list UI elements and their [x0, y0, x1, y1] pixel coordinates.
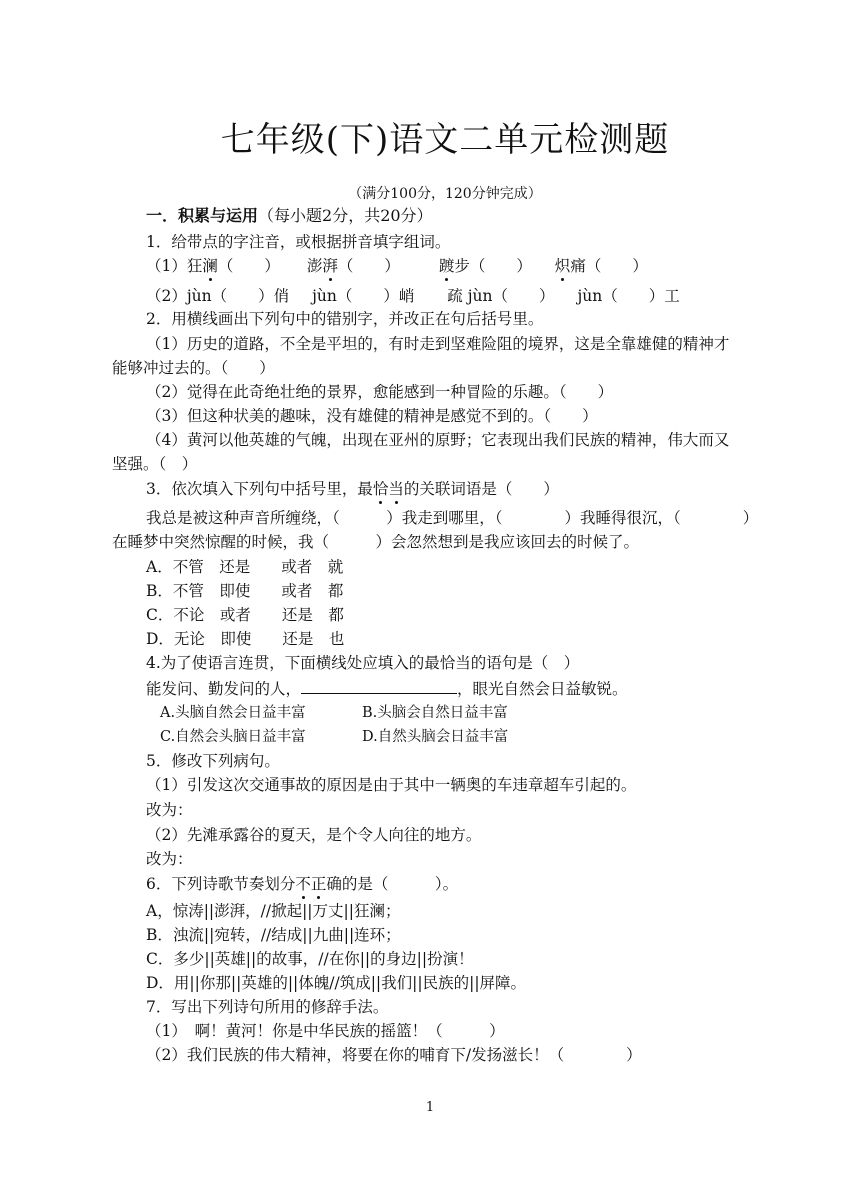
q2-sentence-1: （1）历史的道路，不全是平坦的，有时走到坚难险阻的境界，这是全靠雄健的精神才: [146, 335, 730, 353]
q4-answer-blank[interactable]: [301, 678, 457, 694]
q2-sentence-3: （3）但这种状美的趣味，没有雄健的精神是感觉不到的。（ ）: [146, 407, 598, 425]
q6-option-b: B．浊流||宛转，//结成||九曲||连环；: [146, 926, 401, 944]
q5-sentence-1: （1）引发这次交通事故的原因是由于其中一辆奥的车违章超车引起的。: [146, 776, 637, 794]
q2-sentence-4: （4）黄河以他英雄的气魄，出现在亚州的原野；它表现出我们民族的精神，伟大而又: [146, 431, 730, 449]
q6-option-d: D．用||你那||英雄的||体魄//筑成||我们||民族的||屏障。: [146, 974, 527, 992]
q1-stem: 1．给带点的字注音，或根据拼音填字组词。: [146, 233, 451, 251]
q4-text: [146, 678, 628, 699]
q1-row1-part: 步（ ）: [454, 257, 532, 275]
q3-text-2: 在睡梦中突然惊醒的时候，我（ ）会忽然想到是我应该回去的时候了。: [112, 533, 640, 551]
q2-sentence-4-cont: 坚强。（ ）: [112, 455, 198, 473]
q3-option-a: A．不管 还是 或者 就: [146, 558, 344, 576]
q1-dotted-char: 湃: [322, 257, 338, 275]
q3-text-1: 我总是被这种声音所缠绕，（ ）我走到哪里，（ ）我睡得很沉，（ ）: [146, 509, 759, 527]
q2-sentence-1-cont: 能够冲过去的。（ ）: [112, 359, 275, 377]
q1-row1-part: （ ）: [217, 257, 280, 275]
q4-stem: 4.为了使语言连贯，下面横线处应填入的最恰当的语句是（ ）: [146, 654, 580, 672]
q6-option-c: C．多少||英雄||的故事，//在你||的身边||扮演！: [146, 950, 474, 968]
q5-sentence-2: （2）先滩承露谷的夏天，是个令人向往的地方。: [146, 826, 482, 844]
q4-text-part: 能发问、勤发问的人，: [146, 680, 302, 698]
q1-row1-part: （1）狂: [146, 257, 203, 275]
q5-stem: 5．修改下列病句。: [146, 752, 280, 770]
section-heading-bold: 一．积累与运用: [146, 206, 259, 225]
q7-sentence-2: （2）我们民族的伟大精神，将要在你的哺育下/发扬滋长！（ ）: [146, 1046, 642, 1064]
section-heading: [146, 206, 433, 226]
q1-row2-part: jùn（ ）峭: [312, 287, 415, 305]
q3-stem-part: 3．依次填入下列句中括号里，最: [146, 480, 373, 498]
q4-option-a: A.头脑自然会日益丰富: [160, 705, 306, 721]
q3-stem: [146, 479, 559, 499]
q1-dotted-char: 澜: [202, 257, 218, 275]
q1-row1-part: 澎: [306, 257, 323, 275]
q6-stem-part: 确的是（ ）。: [326, 875, 459, 893]
q1-row1-part: （ ）: [337, 257, 400, 275]
q6-option-a: A，惊涛||澎湃，//掀起||万丈||狂澜；: [146, 902, 401, 920]
q3-stem-part: 的关联词语是（ ）: [403, 480, 559, 498]
page-number: 1: [425, 1100, 435, 1115]
q7-sentence-1: （1） 啊！黄河！你是中华民族的摇篮！（ ）: [146, 1022, 505, 1040]
document-subtitle: （满分100分，120分钟完成）: [348, 186, 542, 202]
q1-row2-part: 疏 jùn（ ）: [447, 287, 555, 305]
q3-dotted-char: 恰: [372, 480, 389, 498]
q4-text-part: ，眼光自然会日益敏锐。: [457, 680, 628, 698]
q1-row1: [146, 256, 648, 276]
q2-stem: 2．用横线画出下列句中的错别字，并改正在句后括号里。: [146, 310, 544, 328]
q1-row1-part: 痛（ ）: [570, 257, 648, 275]
q4-option-c: C.自然会头脑日益丰富: [160, 729, 306, 745]
q1-row2-part: （2）jùn（ ）俏: [146, 287, 290, 305]
q2-sentence-2: （2）觉得在此奇绝壮绝的景界，愈能感到一种冒险的乐趣。（ ）: [146, 383, 614, 401]
q3-dotted-char: 当: [388, 480, 404, 498]
q6-dotted-char: 正: [310, 875, 327, 893]
q1-row2-part: jùn（ ）工: [577, 287, 680, 305]
q1-row2: [146, 286, 680, 306]
q1-dotted-char: 炽: [554, 257, 571, 275]
document-title: 七年级(下)语文二单元检测题: [220, 120, 670, 160]
q3-option-d: D．无论 即使 还是 也: [146, 630, 345, 648]
q7-stem: 7．写出下列诗句所用的修辞手法。: [146, 998, 389, 1016]
section-heading-note: （每小题2分，共20分）: [258, 206, 433, 225]
q5-fix-1: 改为：: [146, 801, 193, 819]
q3-option-c: C．不论 或者 还是 都: [146, 606, 344, 624]
q6-dotted-char: 不: [295, 875, 311, 893]
q1-dotted-char: 踱: [438, 257, 455, 275]
q4-option-d: D.自然头脑会日益丰富: [362, 729, 509, 745]
q3-option-b: B．不管 即使 或者 都: [146, 582, 344, 600]
q6-stem: [146, 874, 458, 894]
q4-option-b: B.头脑会自然日益丰富: [362, 705, 508, 721]
q5-fix-2: 改为：: [146, 850, 193, 868]
q6-stem-part: 6．下列诗歌节奏划分: [146, 875, 296, 893]
